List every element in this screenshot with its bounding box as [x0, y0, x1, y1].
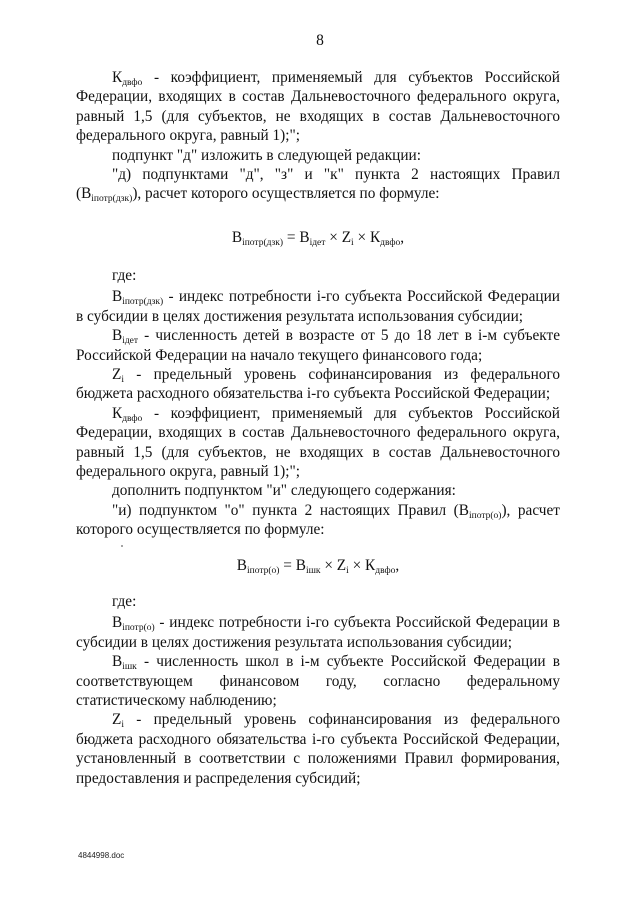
subitem-i-intro: "и) подпунктом "о" пункта 2 настоящих Правил $(В_{iпотр(о)})$, расчет которого осуществляется по формуле: — [76, 501, 560, 539]
instruction-i: дополнить подпунктом "и" следующего содержания: — [112, 482, 456, 500]
k-definition-1: $К_{двфо}$ - коэффициент, применяемый для субъектов Российской Федерации, входящих в состав Дальневосточного федерального округа, равный 1,5 (для субъектов, не входящих в состав Дальневосточного федерального округа, равный 1);"; — [76, 69, 560, 145]
where-block-1 — [76, 266, 560, 540]
footer-filename: 4844998.doc — [78, 851, 125, 860]
subitem-d-intro: "д) подпунктами "д", "з" и "к" пункта 2 настоящих Правил $(В_{iпотр(дзк)})$, расчет которого осуществляется по формуле: — [76, 166, 560, 205]
where-label-1: где: — [112, 267, 137, 284]
definition-z-1: $Z_i$ - предельный уровень софинансирования из федерального бюджета расходного обязательства i-го субъекта Российской Федерации; — [76, 366, 560, 403]
page-number: 8 — [316, 32, 324, 49]
instruction-d: подпункт "д" изложить в следующей редакции: — [112, 146, 421, 164]
formula-1: $В_{iпотр(дзк)} = В_{iдет} \times Z_i \times К_{двфо}$, — [231, 229, 405, 248]
definition-k-dvfo-1: $К_{двфо}$ - коэффициент, применяемый для субъектов Российской Федерации, входящих в состав Дальневосточного федерального округа, равный 1,5 (для субъектов, не входящих в состав Дальневосточного федерального округа, равный 1);"; — [76, 404, 560, 481]
definition-b-potr-dzk: $В_{iпотр(дзк)}$ - индекс потребности i-го субъекта Российской Федерации в субсидии в целях достижения результата использования субсидии; — [76, 288, 560, 325]
definition-z-2: $Z_i$ - предельный уровень софинансирования из федерального бюджета расходного обязательства i-го субъекта Российской Федерации, установленный в соответствии с положениями Правил формирования, предоставления и распределения субсидий; — [76, 711, 560, 787]
block-1 — [76, 68, 560, 204]
where-block-2 — [76, 592, 560, 788]
scan-speck — [121, 545, 123, 547]
formula-2: $В_{iпотр(о)} = В_{iшк} \times Z_i \times К_{двфо}$, — [236, 557, 400, 576]
definition-b-potr-o: $В_{iпотр(о)}$ - индекс потребности i-го субъекта Российской Федерации в субсидии в целях достижения результата использования субсидии; — [76, 614, 560, 651]
definition-b-det: $В_{iдет}$ - численность детей в возрасте от 5 до 18 лет в i-м субъекте Российской Федерации на начало текущего финансового года; — [76, 327, 560, 364]
where-label-2: где: — [112, 593, 137, 610]
definition-b-shk: $В_{iшк}$ - численность школ в i-м субъекте Российской Федерации в соответствующем финансовом году, согласно федеральному статистическому наблюдению; — [76, 653, 560, 710]
